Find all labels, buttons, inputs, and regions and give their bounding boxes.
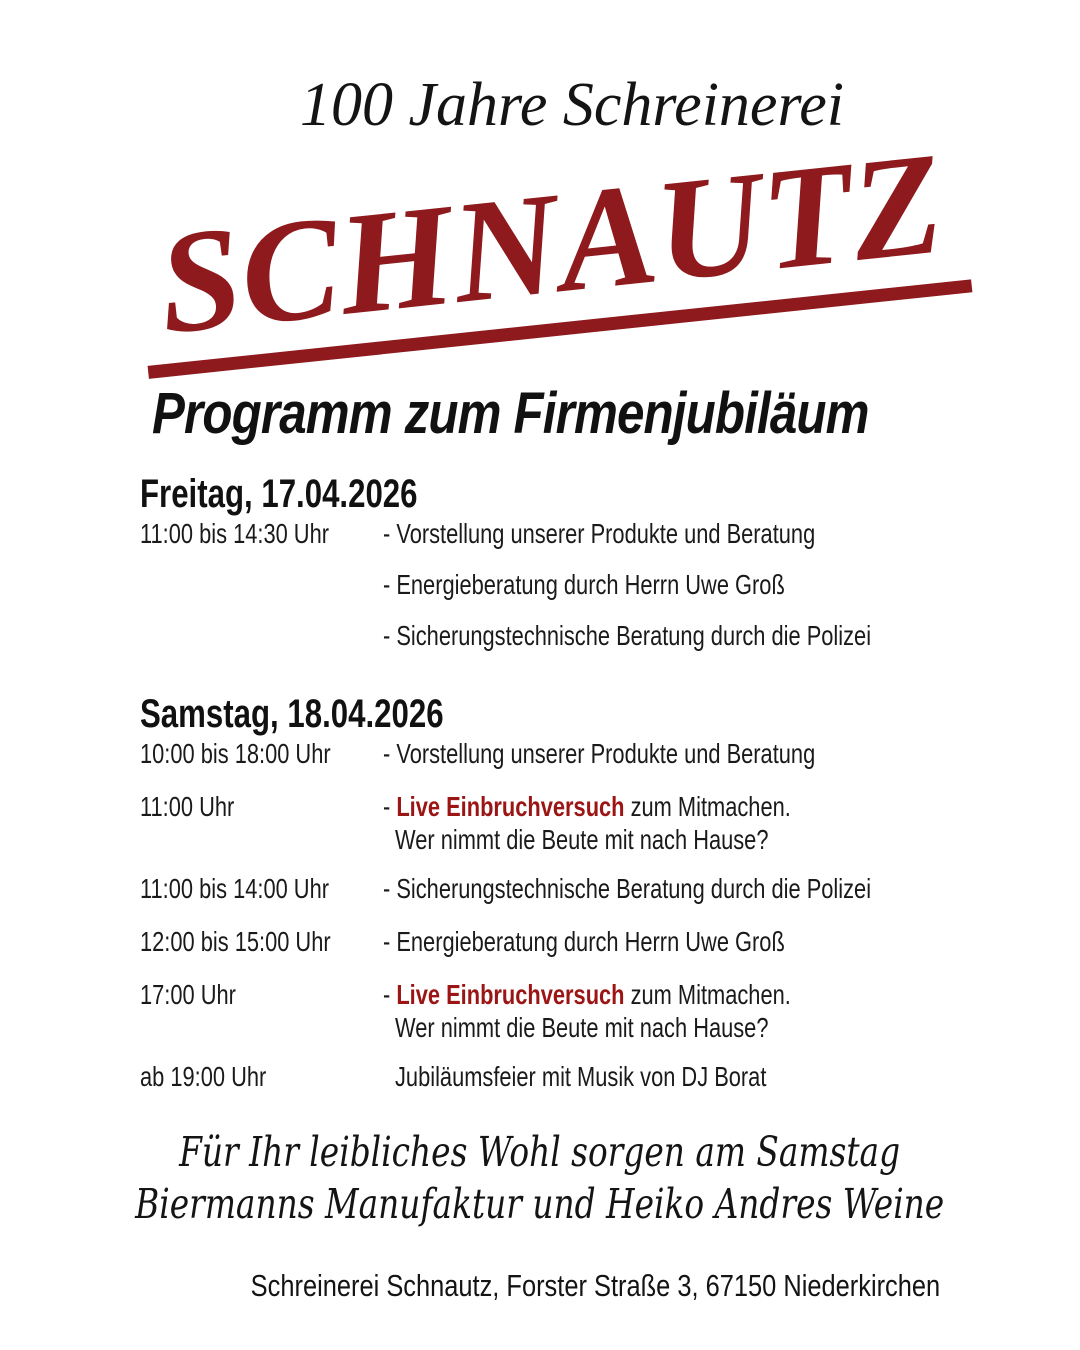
description-line-text: - Sicherungstechnische Beratung durch die Polizei — [383, 873, 872, 904]
schedule-row — [140, 790, 1050, 856]
row-time: 11:00 bis 14:30 Uhr — [140, 518, 330, 549]
schedule-row — [140, 619, 1050, 652]
page-title: Programm zum Firmenjubiläum — [152, 381, 869, 446]
section-samstag — [140, 692, 1050, 1113]
closing-line-2 — [0, 1178, 1080, 1230]
description-line-text: Wer nimmt die Beute mit nach Hause? — [395, 824, 769, 855]
schedule-row — [140, 1060, 1050, 1093]
description-line — [383, 925, 898, 958]
description-line — [383, 568, 898, 601]
row-description — [383, 925, 898, 958]
highlight-text: Live Einbruchversuch — [396, 791, 625, 822]
plain-text: - — [383, 979, 397, 1010]
section-heading-freitag-text: Freitag, 17.04.2026 — [140, 472, 418, 516]
footer-address — [110, 1268, 1080, 1304]
description-line — [383, 790, 906, 823]
row-time: 10:00 bis 18:00 Uhr — [140, 738, 331, 769]
closing-line-2-text: Biermanns Manufaktur und Heiko Andres Weine — [135, 1180, 945, 1228]
closing-line-1-text: Für Ihr leibliches Wohl sorgen am Samstag — [179, 1128, 901, 1176]
logo-wordmark: SCHNAUTZ — [151, 121, 951, 365]
company-logo — [132, 121, 973, 379]
description-line-text — [383, 790, 791, 823]
description-line — [383, 619, 1009, 652]
schedule-row — [140, 517, 1050, 550]
schedule-rows-samstag — [140, 737, 1050, 1093]
row-description — [383, 517, 937, 550]
row-description — [383, 619, 1009, 652]
description-line — [383, 1011, 906, 1044]
description-line-text — [383, 978, 791, 1011]
row-description — [383, 790, 906, 856]
row-description — [383, 568, 898, 601]
plain-text: zum Mitmachen. — [624, 791, 791, 822]
description-line-text: - Vorstellung unserer Produkte und Beratung — [383, 738, 816, 769]
closing-line-1 — [0, 1126, 1080, 1178]
schedule-rows-freitag — [140, 517, 1050, 652]
schedule-row — [140, 925, 1050, 958]
row-description — [383, 872, 1009, 905]
description-line — [383, 978, 906, 1011]
plain-text: zum Mitmachen. — [624, 979, 791, 1010]
footer-address-text: Schreinerei Schnautz, Forster Straße 3, 67150 Niederkirchen — [250, 1268, 940, 1303]
description-line — [383, 823, 906, 856]
logo-tagline: 100 Jahre Schreinerei — [299, 71, 845, 139]
closing-note — [0, 1126, 1080, 1230]
description-line — [383, 872, 1009, 905]
row-time: ab 19:00 Uhr — [140, 1061, 267, 1092]
schedule-row — [140, 568, 1050, 601]
description-line-text: - Vorstellung unserer Produkte und Beratung — [383, 518, 816, 549]
section-heading-samstag-text: Samstag, 18.04.2026 — [140, 692, 444, 736]
description-line — [383, 517, 937, 550]
schedule-row — [140, 737, 1050, 770]
schedule-row — [140, 872, 1050, 905]
description-line-text: Jubiläumsfeier mit Musik von DJ Borat — [395, 1061, 767, 1092]
description-line-text: - Energieberatung durch Herrn Uwe Groß — [383, 926, 785, 957]
row-description — [383, 978, 906, 1044]
plain-text: - — [383, 791, 397, 822]
section-freitag — [140, 472, 1050, 670]
description-line — [383, 1060, 871, 1093]
highlight-text: Live Einbruchversuch — [396, 979, 625, 1010]
row-time: 11:00 bis 14:00 Uhr — [140, 873, 330, 904]
section-heading-samstag — [140, 692, 1050, 737]
description-line-text: Wer nimmt die Beute mit nach Hause? — [395, 1012, 769, 1043]
section-heading-freitag — [140, 472, 1050, 517]
row-description — [383, 1060, 871, 1093]
row-description — [383, 737, 937, 770]
description-line-text: - Energieberatung durch Herrn Uwe Groß — [383, 569, 785, 600]
row-time: 12:00 bis 15:00 Uhr — [140, 926, 331, 957]
row-time: 17:00 Uhr — [140, 979, 236, 1010]
schedule-row — [140, 978, 1050, 1044]
description-line — [383, 737, 937, 770]
row-time: 11:00 Uhr — [140, 791, 235, 822]
description-line-text: - Sicherungstechnische Beratung durch die Polizei — [383, 620, 872, 651]
